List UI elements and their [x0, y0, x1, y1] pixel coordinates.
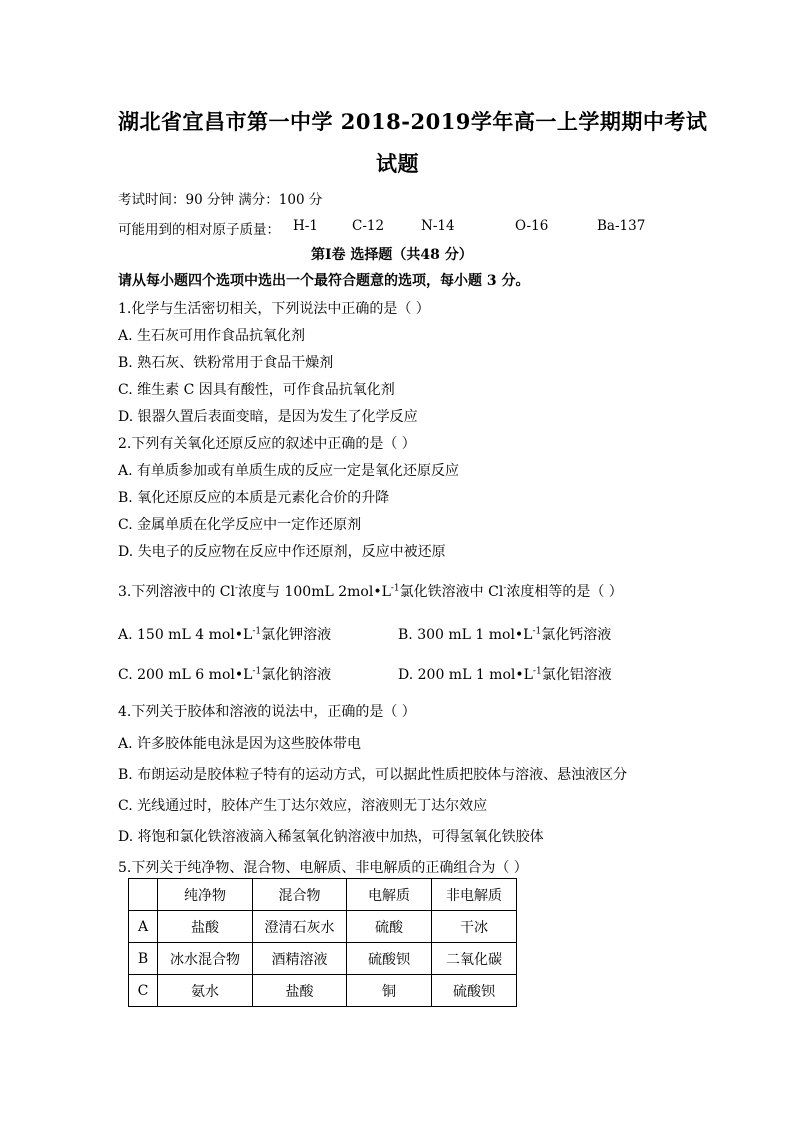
table-row — [129, 943, 517, 975]
question-1-option-d: D. 银器久置后表面变暗，是因为发生了化学反应 — [118, 409, 418, 425]
question-3-option-a: A. 150 mL 4 $mol•L^{-1}$氯化钾溶液 — [118, 626, 332, 643]
table-cell: 澄清石灰水 — [253, 911, 347, 943]
question-3-option-b: B. 300 mL 1 $mol•L^{-1}$氯化钙溶液 — [398, 626, 612, 643]
table-header-cell: 电解质 — [347, 879, 432, 911]
table-cell: A — [129, 911, 158, 943]
table-header-row — [129, 879, 517, 911]
question-2-option-c: C. 金属单质在化学反应中一定作还原剂 — [118, 517, 362, 533]
question-4-option-d: D. 将饱和氯化铁溶液滴入稀氢氧化钠溶液中加热，可得氢氧化铁胶体 — [118, 829, 544, 845]
table-header-cell — [129, 879, 158, 911]
table-header-cell: 非电解质 — [432, 879, 517, 911]
question-3-option-d: D. 200 mL 1 $mol•L^{-1}$氯化铝溶液 — [398, 666, 612, 683]
table-cell: 铜 — [347, 975, 432, 1007]
atomic-mass-c: C-12 — [352, 218, 385, 234]
table-cell: 干冰 — [432, 911, 517, 943]
question-3-option-c: C. 200 mL 6 $mol•L^{-1}$氯化钠溶液 — [118, 666, 332, 683]
question-3-stem: 3.下列溶液中的 Cl-浓度与 100mL $2mol•L^{-1}$氯化铁溶液中 Cl-浓度相等的是（ ） — [118, 583, 623, 600]
table-cell: 硫酸 — [347, 911, 432, 943]
question-2-option-b: B. 氧化还原反应的本质是元素化合价的升降 — [118, 490, 390, 506]
table-cell: B — [129, 943, 158, 975]
page-title: 湖北省宜昌市第一中学 2018-2019学年高一上学期期中考试 — [118, 109, 708, 134]
question-2-option-d: D. 失电子的反应物在反应中作还原剂，反应中被还原 — [118, 544, 446, 560]
atomic-mass-n: N-14 — [421, 218, 455, 234]
page-title-line2: 试题 — [376, 151, 419, 176]
question-4-option-b: B. 布朗运动是胶体粒子特有的运动方式，可以据此性质把胶体与溶液、悬浊液区分 — [118, 767, 628, 783]
exam-info: 考试时间：90 分钟 满分：100 分 — [118, 192, 323, 208]
table-cell: 酒精溶液 — [253, 943, 347, 975]
atomic-mass-ba: Ba-137 — [597, 218, 646, 234]
question-5-stem: 5.下列关于纯净物、混合物、电解质、非电解质的正确组合为（ ） — [118, 860, 528, 876]
atomic-mass-o: O-16 — [515, 218, 549, 234]
question-4-stem: 4.下列关于胶体和溶液的说法中，正确的是（ ） — [118, 704, 416, 720]
table-cell: 冰水混合物 — [158, 943, 253, 975]
instruction: 请从每小题四个选项中选出一个最符合题意的选项，每小题 3 分。 — [118, 273, 530, 289]
atomic-mass-h: H-1 — [293, 218, 318, 234]
question-1-option-a: A. 生石灰可用作食品抗氧化剂 — [118, 328, 306, 344]
question-4-option-a: A. 许多胶体能电泳是因为这些胶体带电 — [118, 736, 362, 752]
table-cell: 硫酸钡 — [432, 975, 517, 1007]
table-cell: C — [129, 975, 158, 1007]
table-cell: 盐酸 — [253, 975, 347, 1007]
table-row — [129, 911, 517, 943]
atomic-mass-label: 可能用到的相对原子质量： — [118, 222, 280, 238]
table-cell: 二氧化碳 — [432, 943, 517, 975]
table-cell: 盐酸 — [158, 911, 253, 943]
question-2-stem: 2.下列有关氧化还原反应的叙述中正确的是（ ） — [118, 436, 416, 452]
question-5-table — [128, 878, 517, 1007]
question-4-option-c: C. 光线通过时，胶体产生丁达尔效应，溶液则无丁达尔效应 — [118, 798, 488, 814]
question-2-option-a: A. 有单质参加或有单质生成的反应一定是氧化还原反应 — [118, 463, 460, 479]
table-cell: 硫酸钡 — [347, 943, 432, 975]
section-title: 第Ⅰ卷 选择题（共48 分） — [311, 247, 473, 263]
table-cell: 氨水 — [158, 975, 253, 1007]
table-header-cell: 纯净物 — [158, 879, 253, 911]
table-row — [129, 975, 517, 1007]
question-1-option-b: B. 熟石灰、铁粉常用于食品干燥剂 — [118, 355, 334, 371]
question-1-stem: 1.化学与生活密切相关，下列说法中正确的是（ ） — [118, 301, 430, 317]
table-header-cell: 混合物 — [253, 879, 347, 911]
question-1-option-c: C. 维生素 C 因具有酸性，可作食品抗氧化剂 — [118, 382, 395, 398]
